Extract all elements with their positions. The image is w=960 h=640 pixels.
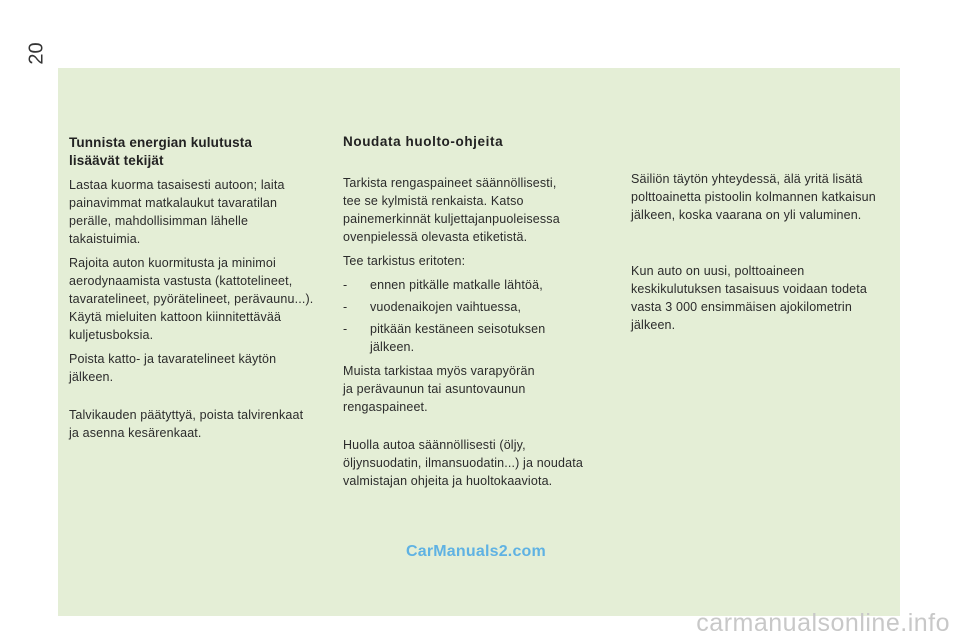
left-paragraph-winter-tyres: Talvikauden päätyttyä, poista talvirenkaat ja asenna kesärenkaat. [69, 408, 304, 440]
left-paragraph-roof-racks: Rajoita auton kuormitusta ja minimoi aerodynaamista vastusta (kattotelineet, tavaratelineet, pyörätelineet, perävaunu...). Käytä mieluiten kattoon kiinnitettävää kuljetusboksia. [69, 256, 314, 342]
list-dash: - [343, 322, 348, 336]
list-item-text: ennen pitkälle matkalle lähtöä, [370, 278, 543, 292]
service-paragraph: Huolla autoa säännöllisesti (öljy, öljynsuodatin, ilmansuodatin...) ja noudata valmistajan ohjeita ja huoltokaaviota. [343, 438, 583, 488]
list-item [343, 276, 613, 294]
content-panel [58, 68, 900, 616]
list-item-text: pitkään kestäneen seisotuksen jälkeen. [370, 322, 546, 354]
list-item [343, 320, 613, 356]
list-item [343, 298, 613, 316]
check-list [343, 276, 613, 356]
left-paragraph-load: Lastaa kuorma tasaisesti autoon; laita painavimmat matkalaukut tavaratilan perälle, mahdollisimman lähelle takaistuimia. [69, 178, 285, 246]
middle-heading: Noudata huolto-ohjeita [343, 134, 504, 149]
list-dash: - [343, 278, 348, 292]
left-column [69, 134, 339, 448]
left-paragraph-remove-racks: Poista katto- ja tavaratelineet käytön jälkeen. [69, 352, 277, 384]
list-dash: - [343, 300, 348, 314]
carmanuals-link[interactable]: CarManuals2.com [406, 543, 546, 560]
right-column [631, 170, 896, 340]
new-car-paragraph: Kun auto on uusi, polttoaineen keskikulutuksen tasaisuus voidaan todeta vasta 3 000 ensimmäisen ajokilometrin jälkeen. [631, 264, 868, 332]
page-number: 20 [25, 42, 48, 65]
left-heading: Tunnista energian kulutusta lisäävät tekijät [69, 135, 253, 168]
check-list-intro: Tee tarkistus eritoten: [343, 254, 466, 268]
middle-column [343, 134, 613, 496]
spare-wheel-paragraph: Muista tarkistaa myös varapyörän ja perävaunun tai asuntovaunun rengaspaineet. [343, 364, 535, 414]
footer-watermark: carmanualsonline.info [696, 609, 950, 637]
tyre-pressure-intro: Tarkista rengaspaineet säännöllisesti, tee se kylmistä renkaista. Katso painemerkinnät kuljettajanpuoleisessa ovenpielessä olevasta etiketistä. [343, 176, 560, 244]
refuel-paragraph: Säiliön täytön yhteydessä, älä yritä lisätä polttoainetta pistoolin kolmannen katkaisun jälkeen, koska vaarana on yli valuminen. [631, 172, 876, 222]
list-item-text: vuodenaikojen vaihtuessa, [370, 300, 522, 314]
